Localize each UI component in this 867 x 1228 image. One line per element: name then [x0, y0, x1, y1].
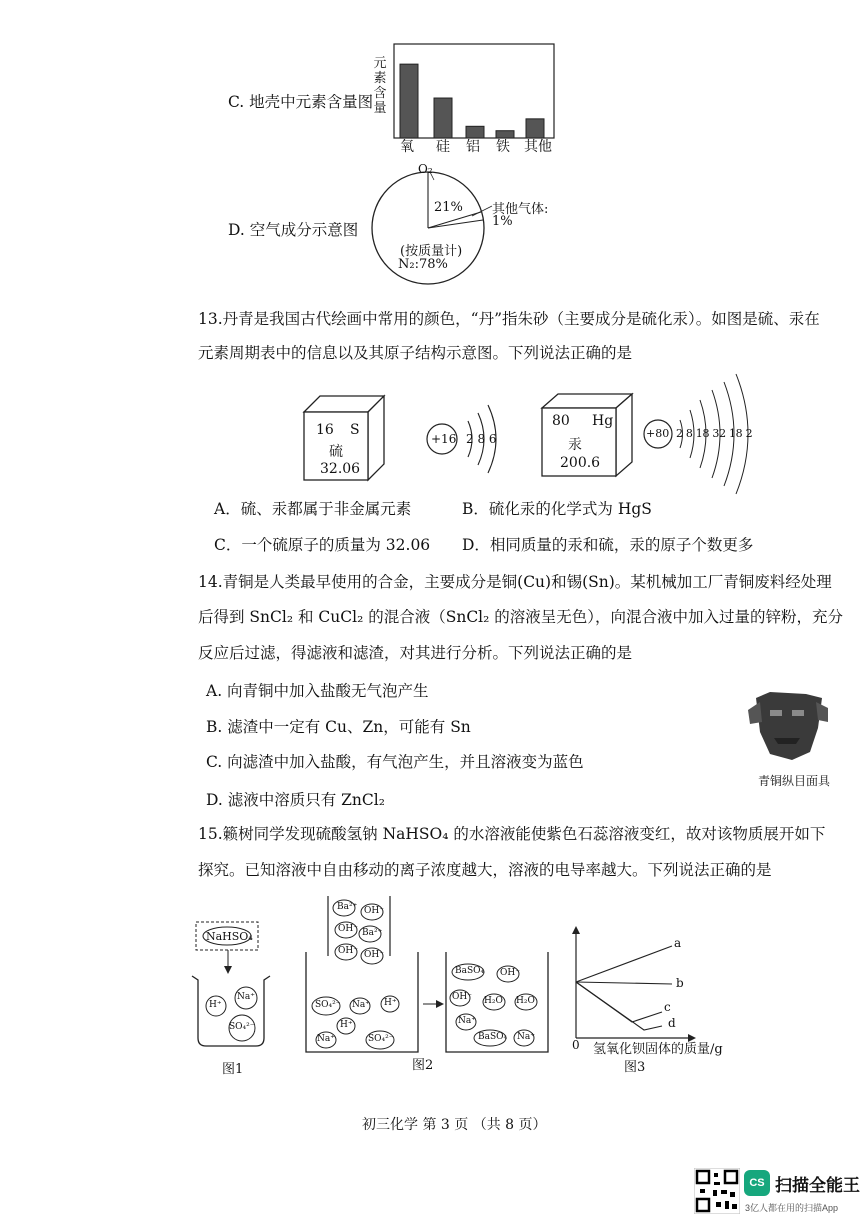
q13-option-a: A．硫、汞都属于非金属元素: [214, 500, 412, 518]
scanner-brand: 扫描全能王: [775, 1176, 860, 1195]
bronze-mask-image: [748, 688, 828, 764]
scanner-logo-icon: CS: [744, 1170, 770, 1196]
q14-option-a: A. 向青铜中加入盐酸无气泡产生: [206, 682, 429, 700]
q14-option-b: B. 滤渣中一定有 Cu、Zn，可能有 Sn: [206, 718, 471, 736]
fig2-left-ion: SO₄²⁻: [315, 1000, 341, 1010]
q13-option-b: B．硫化汞的化学式为 HgS: [462, 500, 652, 518]
sulfur-name: 硫: [329, 444, 343, 460]
mercury-shell-electrons: 2 8 18 32 18 2: [676, 427, 753, 440]
ylabel-char: 量: [373, 101, 387, 116]
other-gas-percent: 1%: [492, 214, 513, 229]
line-a: [576, 946, 672, 982]
ylabel-char: 元: [373, 56, 387, 71]
category-label: 氧: [400, 139, 414, 155]
ylabel-char: 素: [373, 71, 387, 86]
fig2-right-ion: OH⁻: [452, 992, 472, 1002]
n2-label: N₂:78%: [398, 257, 448, 272]
fig2-caption: 图2: [412, 1058, 434, 1073]
fig3-line-d-label: d: [668, 1016, 676, 1030]
q14-option-c: C. 向滤渣中加入盐酸，有气泡产生，并且溶液变为蓝色: [206, 753, 584, 771]
crust-chart-categories: [394, 136, 554, 156]
fig2-tube-ion: OH⁻: [338, 946, 358, 956]
fig3-origin: 0: [572, 1038, 580, 1052]
fig2-left-ion: Na⁺: [317, 1034, 335, 1044]
sulfur-nucleus-charge: +16: [431, 432, 457, 446]
q13-option-c: C．一个硫原子的质量为 32.06: [214, 536, 431, 554]
mercury-mass: 200.6: [560, 455, 601, 471]
fig2-right-ion: BaSO₄: [478, 1032, 508, 1042]
fig2-tube-ion: Ba²⁺: [362, 928, 383, 938]
arrow-down: [224, 966, 232, 974]
fig3-line-c-label: c: [664, 1000, 671, 1014]
category-label: 其他: [524, 139, 552, 155]
fig1-caption: 图1: [222, 1062, 244, 1077]
fig1-ion-h: H⁺: [209, 1000, 222, 1010]
fig2-right-ion: H₂O: [516, 996, 535, 1006]
line-d: [576, 982, 662, 1030]
fig2-right-ion: H₂O: [484, 996, 503, 1006]
q13-stem-line2: 元素周期表中的信息以及其原子结构示意图。下列说法正确的是: [198, 344, 633, 362]
qr-code: [694, 1168, 740, 1214]
q15-stem-line2: 探究。已知溶液中自由移动的离子浓度越大，溶液的电导率越大。下列说法正确的是: [198, 861, 772, 879]
option-d-label: D. 空气成分示意图: [228, 221, 359, 239]
fig2-tube-ion: OH⁻: [338, 924, 358, 934]
fig2-tube-ion: OH⁻: [364, 906, 384, 916]
fig1-compound-label: NaHSO₄: [206, 930, 253, 943]
mercury-number: 80: [552, 413, 570, 429]
sulfur-shell-electrons: 2 8 6: [466, 432, 497, 446]
q14-stem-line1: 14.青铜是人类最早使用的合金，主要成分是铜(Cu)和锡(Sn)。某机械加工厂青铜废料经处理: [198, 573, 832, 591]
pie-divider-other: [428, 220, 483, 228]
fig2-right-ion: OH⁻: [500, 968, 520, 978]
mercury-symbol: Hg: [592, 413, 614, 429]
q15-stem-line1: 15.籁树同学发现硫酸氢钠 NaHSO₄ 的水溶液能使紫色石蕊溶液变红，故对该物质展开如下: [198, 825, 826, 843]
scanner-subtitle: 3亿人都在用的扫描App: [745, 1203, 839, 1213]
q13-option-d: D．相同质量的汞和硫，汞的原子个数更多: [462, 536, 754, 554]
sulfur-mass: 32.06: [320, 461, 361, 477]
page-footer: 初三化学 第 3 页 （共 8 页）: [362, 1117, 547, 1133]
fig2-right-ion: Na⁺: [458, 1016, 476, 1026]
option-c-label: C. 地壳中元素含量图: [228, 93, 374, 111]
bar-硅: [434, 98, 452, 138]
fig2-tube-ion: OH⁻: [364, 950, 384, 960]
ylabel-char: 含: [373, 86, 387, 101]
category-label: 铝: [466, 139, 480, 155]
fig2-right-ion: Na⁺: [517, 1032, 535, 1042]
bar-氧: [400, 64, 418, 138]
fig2-left-ion: H⁺: [384, 998, 397, 1008]
fig1-ion-so4: SO₄²⁻: [229, 1022, 255, 1032]
category-label: 硅: [436, 139, 450, 155]
line-c: [576, 982, 662, 1022]
pie-note: (按质量计): [400, 244, 463, 259]
line-b: [576, 982, 672, 984]
other-gas-label: 其他气体:: [492, 202, 549, 217]
sulfur-number: 16: [316, 422, 334, 438]
category-label: 铁: [496, 139, 510, 155]
arrow-right: [436, 1000, 444, 1008]
q13-stem-line1: 13.丹青是我国古代绘画中常用的颜色，“丹”指朱砂（主要成分是硫化汞）。如图是硫、汞在: [198, 310, 820, 328]
q14-option-d: D. 滤液中溶质只有 ZnCl₂: [206, 791, 385, 809]
q14-stem-line3: 反应后过滤，得滤液和滤渣，对其进行分析。下列说法正确的是: [198, 644, 633, 662]
q14-stem-line2: 后得到 SnCl₂ 和 CuCl₂ 的混合液（SnCl₂ 的溶液呈无色），向混合液中加入过量的锌粉，充分: [198, 608, 844, 626]
fig2-tube-ion: Ba²⁺: [337, 902, 358, 912]
fig3-line-a-label: a: [674, 936, 682, 950]
mercury-nucleus-charge: +80: [646, 427, 670, 440]
fig2-left-ion: H⁺: [340, 1020, 353, 1030]
fig1-ion-na: Na⁺: [237, 992, 255, 1002]
fig3-caption: 图3: [624, 1060, 646, 1075]
mercury-name: 汞: [568, 437, 582, 453]
o2-label: O₂: [418, 162, 433, 176]
bronze-mask-caption: 青铜纵目面具: [758, 774, 831, 788]
fig2-left-ion: Na⁺: [352, 1000, 370, 1010]
fig3-x-label: 氢氧化钡固体的质量/g: [593, 1042, 723, 1057]
fig3-line-b-label: b: [676, 976, 684, 990]
o2-percent: 21%: [434, 200, 463, 215]
fig2-right-ion: BaSO₄: [455, 966, 485, 976]
fig2-left-ion: SO₄²⁻: [368, 1034, 394, 1044]
sulfur-symbol: S: [350, 422, 360, 438]
